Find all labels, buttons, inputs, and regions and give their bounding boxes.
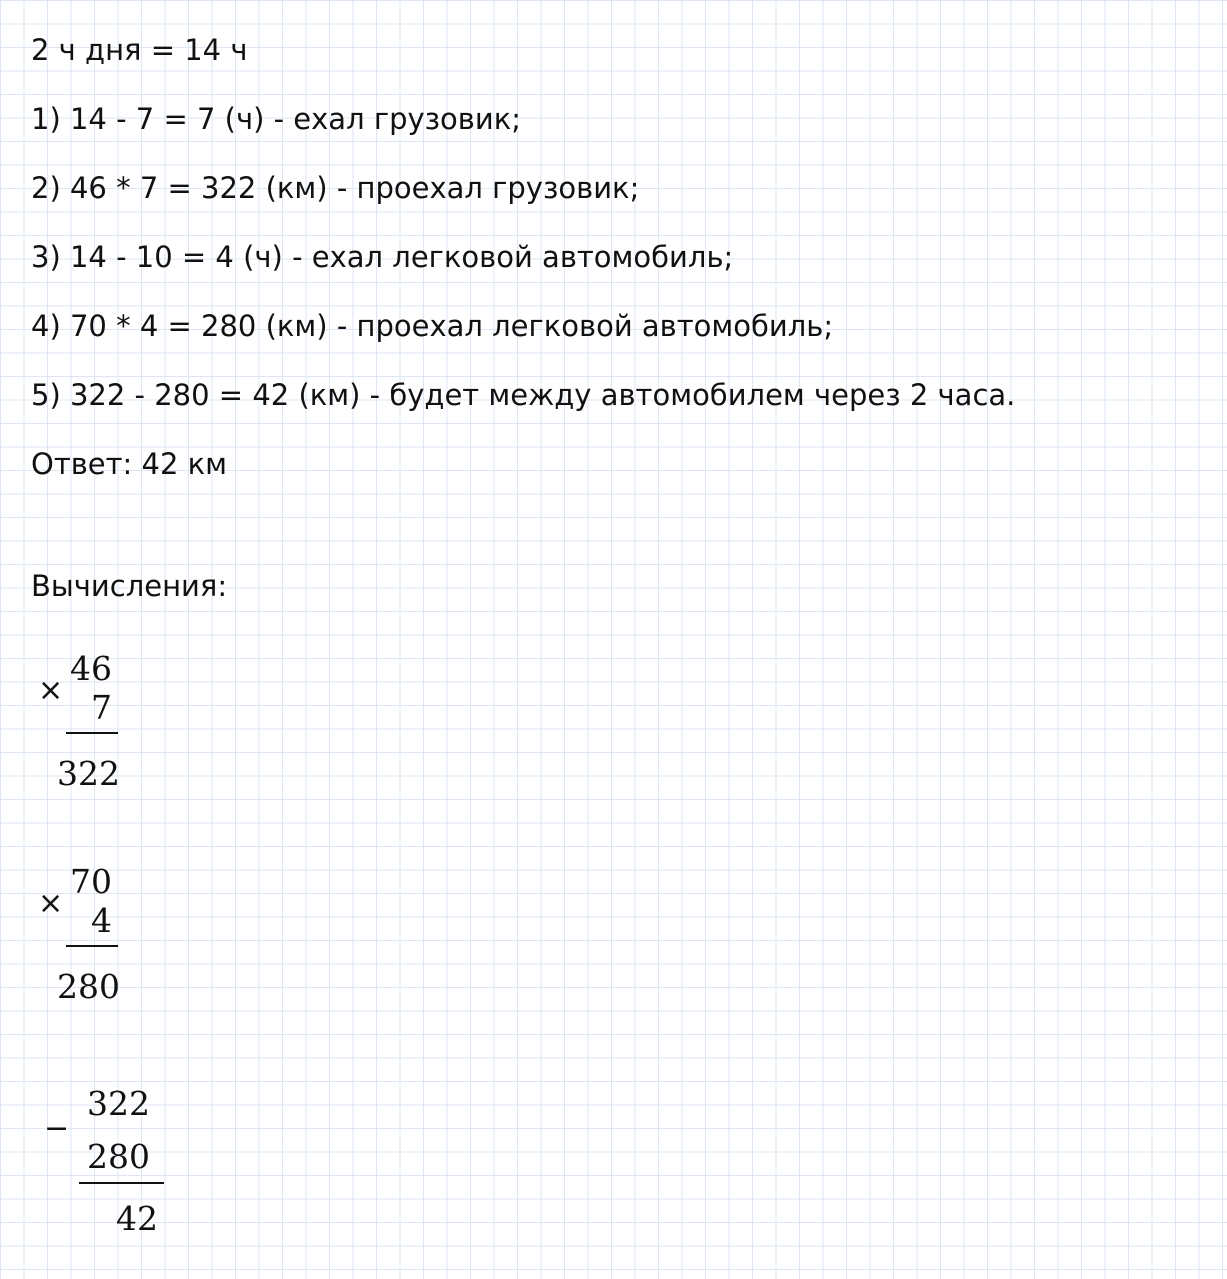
multiplicand: 46 <box>70 649 112 688</box>
multiplicand: 70 <box>70 862 112 901</box>
product: 322 <box>57 754 120 793</box>
text-line-step-1: 1) 14 - 7 = 7 (ч) - ехал грузовик; <box>31 102 522 136</box>
minuend: 322 <box>87 1084 150 1123</box>
product: 280 <box>57 967 120 1006</box>
multiply-sign: × <box>38 673 64 708</box>
text-line-step-2: 2) 46 * 7 = 322 (км) - проехал грузовик; <box>31 171 640 205</box>
result-line <box>79 1182 164 1184</box>
text-line-step-4: 4) 70 * 4 = 280 (км) - проехал легковой автомобиль; <box>31 309 834 343</box>
text-line-step-3: 3) 14 - 10 = 4 (ч) - ехал легковой автомобиль; <box>31 240 734 274</box>
result-line <box>66 732 118 734</box>
multiply-sign: × <box>38 886 64 921</box>
multiplier: 4 <box>91 901 112 940</box>
calculations-heading: Вычисления: <box>31 569 228 603</box>
text-line-step-5: 5) 322 - 280 = 42 (км) - будет между автомобилем через 2 часа. <box>31 378 1016 412</box>
result-line <box>66 945 118 947</box>
multiplier: 7 <box>91 688 112 727</box>
difference: 42 <box>116 1199 158 1238</box>
subtrahend: 280 <box>87 1137 150 1176</box>
answer-line: Ответ: 42 км <box>31 447 228 481</box>
text-line-time: 2 ч дня = 14 ч <box>31 33 248 67</box>
minus-sign: − <box>44 1111 70 1146</box>
